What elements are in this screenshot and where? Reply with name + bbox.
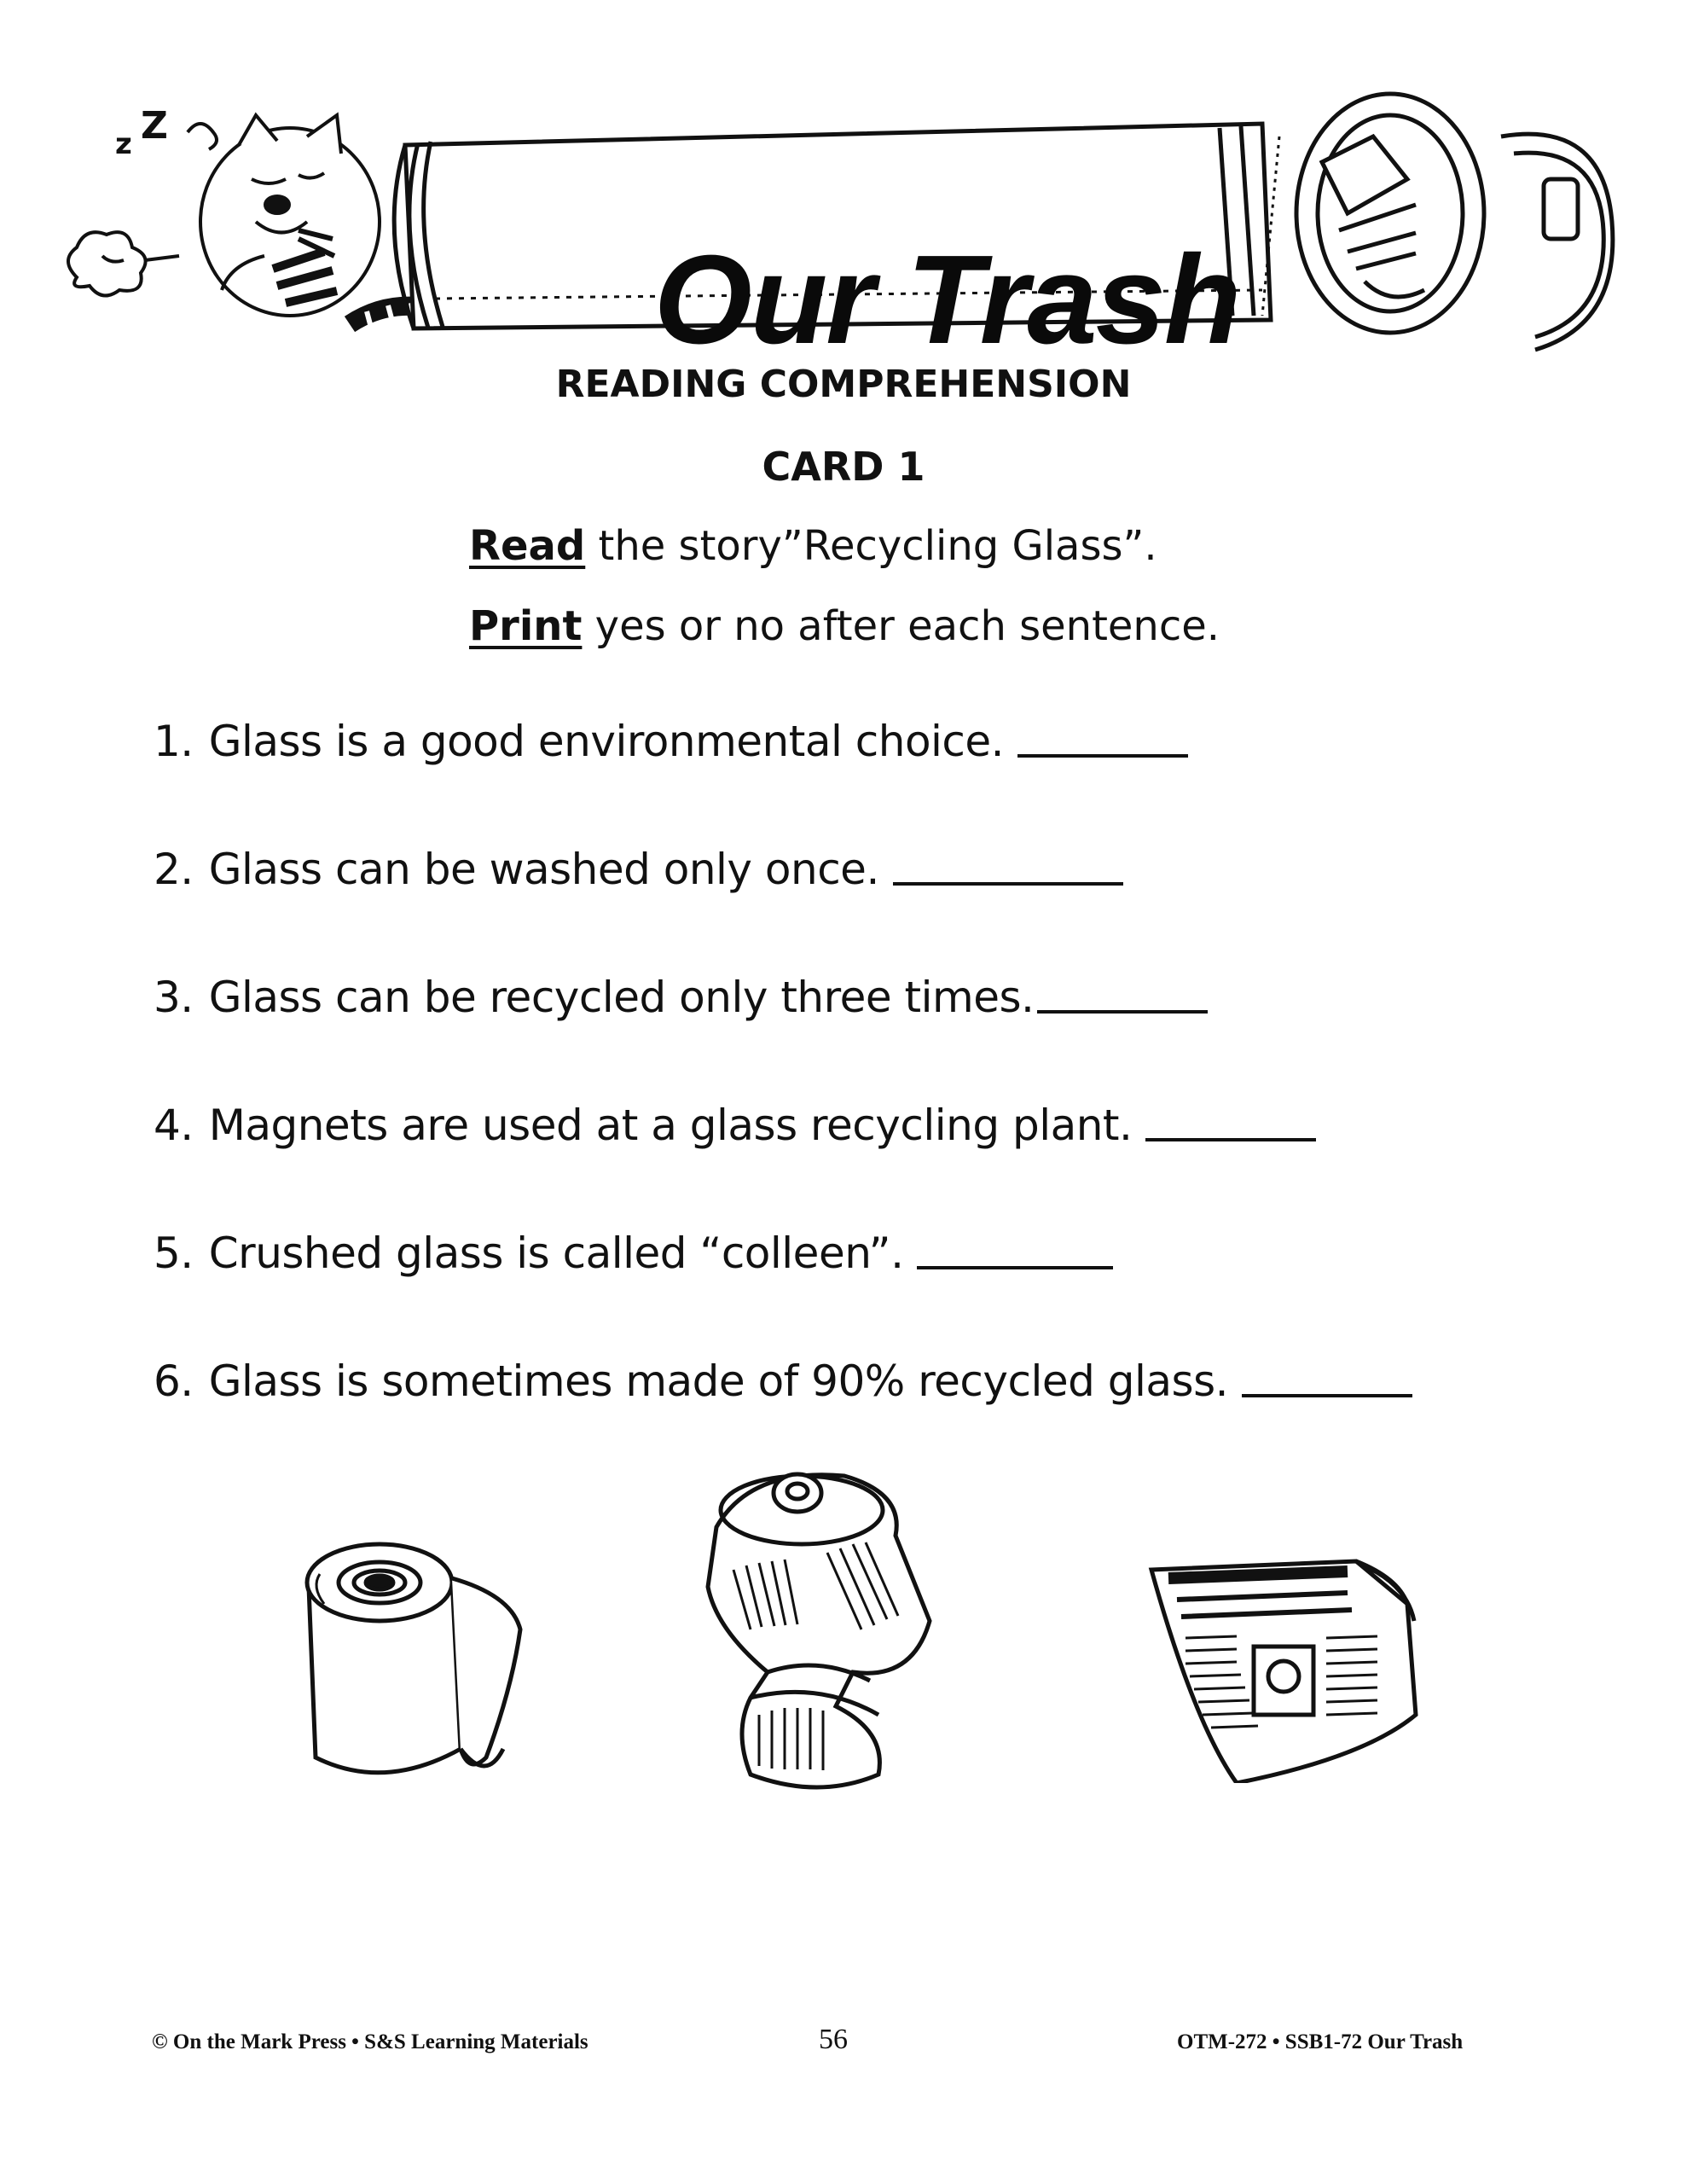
question-number: 6. <box>154 1356 194 1406</box>
page-title: Our Trash <box>653 229 1240 370</box>
instruction-print-text: yes or no after each sentence. <box>582 602 1220 650</box>
crushed-can-icon <box>699 1459 947 1800</box>
question-text: Magnets are used at a glass recycling plant. <box>208 1101 1133 1150</box>
answer-blank[interactable] <box>1145 1138 1316 1141</box>
question-number: 3. <box>154 973 194 1022</box>
answer-blank[interactable] <box>1037 1010 1208 1014</box>
instruction-read <box>469 522 1157 570</box>
question-text: Crushed glass is called “colleen”. <box>208 1228 904 1278</box>
question-number: 5. <box>154 1228 194 1278</box>
question-2 <box>154 845 1123 894</box>
question-number: 4. <box>154 1101 194 1150</box>
question-text: Glass can be recycled only three times. <box>208 973 1035 1022</box>
answer-blank[interactable] <box>1242 1394 1412 1397</box>
footer-product-code: OTM-272 • SSB1-72 Our Trash <box>1177 2030 1464 2053</box>
footer-copyright: © On the Mark Press • S&S Learning Materials <box>152 2030 588 2053</box>
question-number: 1. <box>154 717 194 766</box>
question-1 <box>154 717 1188 766</box>
question-text: Glass can be washed only once. <box>208 845 879 894</box>
answer-blank[interactable] <box>917 1266 1113 1269</box>
section-heading: READING COMPREHENSION <box>555 363 1132 406</box>
svg-text:z: z <box>115 127 132 161</box>
answer-blank[interactable] <box>1017 754 1188 758</box>
answer-blank[interactable] <box>893 882 1123 886</box>
instruction-read-text: the story”Recycling Glass”. <box>585 522 1157 570</box>
question-3 <box>154 973 1208 1022</box>
title-banner <box>94 85 1612 370</box>
page-number: 56 <box>819 2024 848 2055</box>
paper-towel-roll-icon <box>290 1536 546 1800</box>
question-5 <box>154 1228 1113 1278</box>
question-text: Glass is sometimes made of 90% recycled glass. <box>208 1356 1229 1406</box>
question-4 <box>154 1101 1316 1150</box>
question-6 <box>154 1356 1412 1406</box>
instruction-print <box>469 602 1220 650</box>
instruction-read-verb: Read <box>469 522 586 570</box>
question-number: 2. <box>154 845 194 894</box>
question-text: Glass is a good environmental choice. <box>208 717 1005 766</box>
svg-text:Z: Z <box>141 104 168 148</box>
card-label: CARD 1 <box>762 444 925 490</box>
instruction-print-verb: Print <box>469 602 583 650</box>
newspaper-icon <box>1143 1553 1424 1783</box>
